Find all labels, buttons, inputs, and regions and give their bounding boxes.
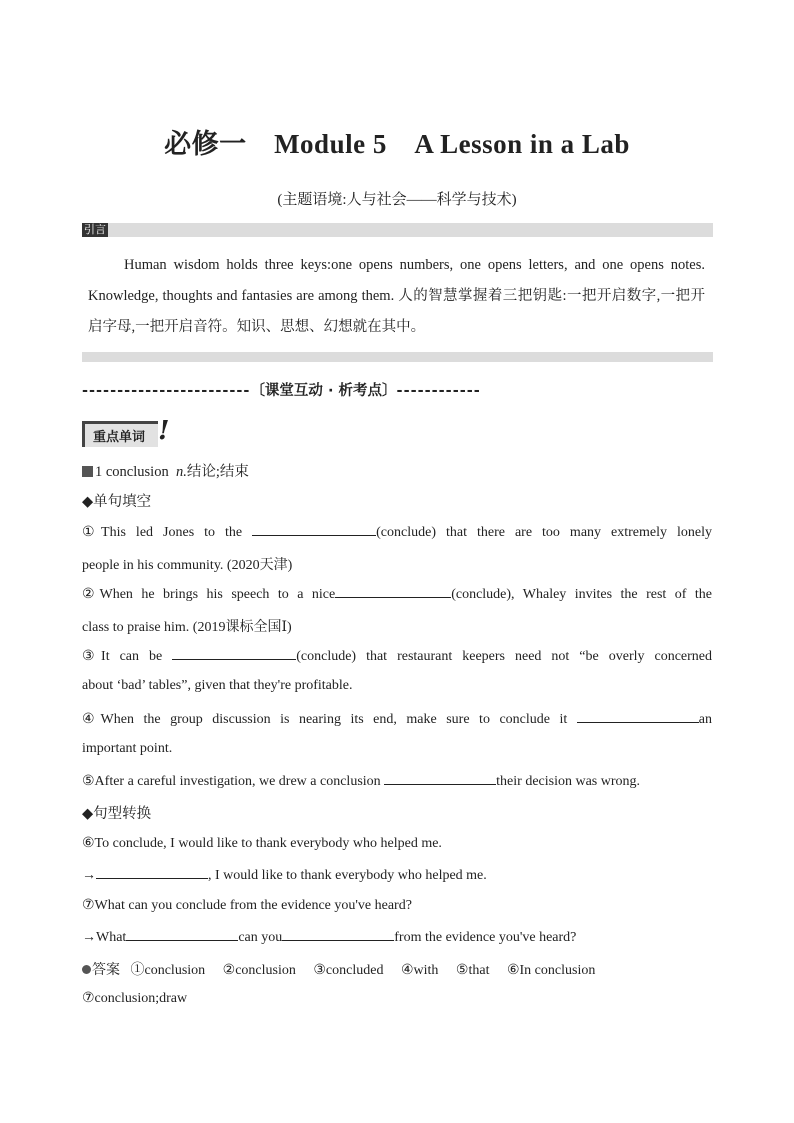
question-5-line1 [82, 772, 712, 790]
answer-item: ⑥In conclusion [506, 963, 596, 978]
key-words-tag [82, 421, 158, 447]
question-4-line2: important point. [82, 741, 173, 756]
answer-item: ③concluded [313, 963, 384, 978]
answer-label: 答案 [92, 963, 120, 978]
word-heading [82, 460, 712, 481]
question-3-line1 [82, 647, 712, 665]
q6-blank[interactable] [96, 866, 208, 879]
q7-text-b: →What [82, 930, 127, 945]
q2-text-a: ②When he brings his speech to a nice [82, 587, 336, 602]
q2-blank[interactable] [335, 585, 451, 598]
q3-text-a: ③It can be [82, 649, 163, 664]
answer-icon [82, 965, 91, 974]
square-bullet-icon [82, 466, 93, 477]
question-4-line1 [82, 710, 712, 728]
q7-text-d: from the evidence you've heard? [394, 930, 577, 945]
q1-text-a: ①This led Jones to the [82, 525, 243, 540]
q6-text-c: , I would like to thank everybody who helped me. [208, 868, 487, 883]
q4-text-b: an [698, 712, 713, 727]
q7-text-c: can you [238, 930, 283, 945]
banner-dashes-left: ------------------------ [82, 383, 251, 399]
word-headword: conclusion [105, 464, 169, 480]
key-words-label: 重点单词 [93, 430, 146, 445]
question-2-line1 [82, 585, 712, 603]
q2-text-b: (conclude), Whaley invites the rest of the [451, 587, 712, 602]
q5-text-a: ⑤After a careful investigation, we drew a conclusion [82, 774, 381, 789]
question-7-line2 [82, 928, 712, 946]
answer-item: ④with [400, 963, 439, 978]
page-title: 必修一 Module 5 A Lesson in a Lab [164, 129, 630, 159]
intro-tag: 引言 [84, 223, 106, 236]
exclamation-icon: ! [158, 416, 170, 446]
banner-label: 〔课堂互动 · 析考点〕 [250, 383, 397, 399]
intro-paragraph: Human wisdom holds three keys:one opens numbers, one opens letters, and one opens notes. Knowledge, thoughts and fantasies are among them. 人的智慧掌握着三把钥匙:一把开启数字,一把开启字母,一把开启音符。知识、思想、幻想就在其中。 [88, 257, 705, 335]
answer-line [82, 959, 712, 979]
section-banner [82, 379, 713, 401]
intro-header-bar [82, 223, 713, 237]
answer-line-2: ⑦conclusion;draw [82, 991, 188, 1006]
q6-arrow: → [82, 868, 96, 883]
answer-item: ⑤that [455, 963, 490, 978]
word-pos: n. [175, 464, 187, 480]
part2-label: ◆句型转换 [82, 806, 152, 822]
word-meaning: 结论;结束 [186, 464, 249, 480]
q7-blank-1[interactable] [126, 928, 238, 941]
q5-blank[interactable] [384, 772, 496, 785]
theme-subtitle: (主题语境:人与社会——科学与技术) [277, 192, 517, 208]
question-6-line1: ⑥To conclude, I would like to thank everybody who helped me. [82, 836, 442, 851]
q1-text-b: (conclude) that there are too many extremely lonely [376, 525, 712, 540]
q3-text-b: (conclude) that restaurant keepers need not “be overly concerned [296, 649, 713, 664]
q7-blank-2[interactable] [282, 928, 394, 941]
answer-item: ②conclusion [222, 963, 296, 978]
word-number: 1 [95, 464, 103, 480]
question-2-line2: class to praise him. (2019课标全国Ⅰ) [82, 620, 292, 635]
q5-text-b: their decision was wrong. [496, 774, 641, 789]
part1-label: ◆单句填空 [82, 494, 152, 510]
question-1-line1 [82, 523, 712, 541]
q3-blank[interactable] [172, 647, 296, 660]
banner-dashes-right: ------------ [396, 383, 481, 399]
question-7-line1: ⑦What can you conclude from the evidence you've heard? [82, 898, 412, 913]
answer-item: ①conclusion [130, 963, 206, 978]
question-1-line2: people in his community. (2020天津) [82, 558, 293, 573]
question-3-line2: about ‘bad’ tables”, given that they're profitable. [82, 678, 353, 693]
question-6-line2 [82, 866, 712, 884]
q4-text-a: ④When the group discussion is nearing its end, make sure to conclude it [82, 712, 568, 727]
q1-blank[interactable] [252, 523, 376, 536]
divider-bar [82, 352, 713, 362]
q4-blank[interactable] [577, 710, 699, 723]
